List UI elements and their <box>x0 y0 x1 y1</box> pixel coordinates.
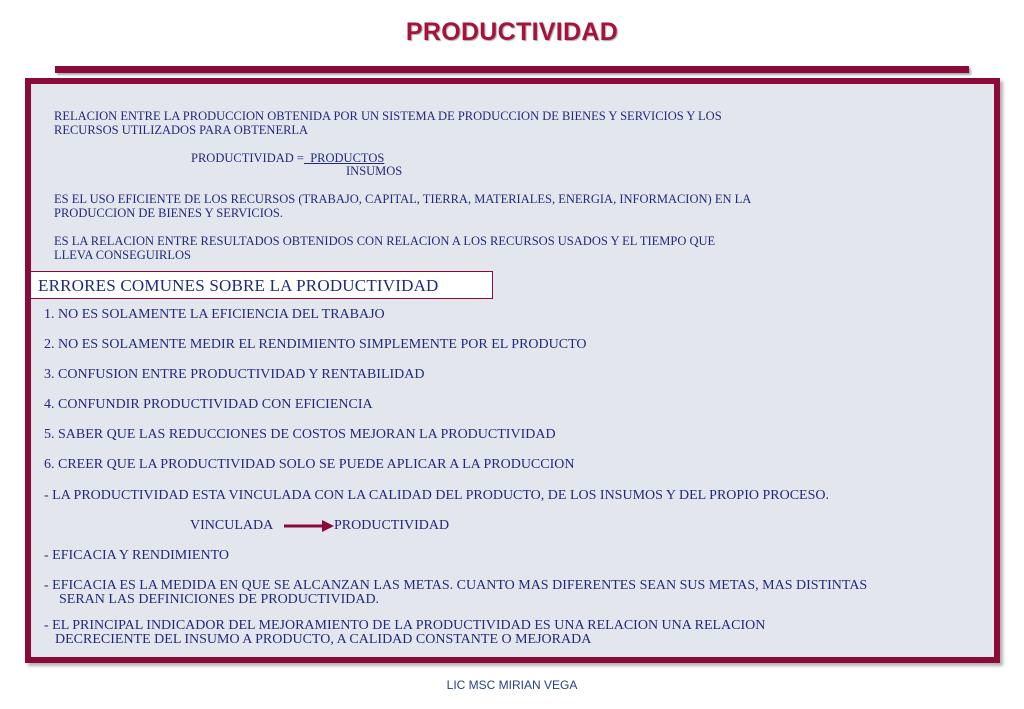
definition-3-line-2: LLEVA CONSEGUIRLOS <box>54 248 191 262</box>
note-indicador-line-1: - EL PRINCIPAL INDICADOR DEL MEJORAMIENTO DE LA PRODUCTIVIDAD ES UNA RELACION UNA RELACION <box>44 618 766 633</box>
relation-right: PRODUCTIVIDAD <box>334 518 450 533</box>
title-underline-bar <box>55 66 969 73</box>
formula-numerator: PRODUCTOS <box>303 151 385 165</box>
error-item-6: 6. CREER QUE LA PRODUCTIVIDAD SOLO SE PUEDE APLICAR A LA PRODUCCION <box>44 457 575 472</box>
note-linked: - LA PRODUCTIVIDAD ESTA VINCULADA CON LA CALIDAD DEL PRODUCTO, DE LOS INSUMOS Y DEL PROPIO PROCESO. <box>44 488 829 503</box>
definition-1-line-2: RECURSOS UTILIZADOS PARA OBTENERLA <box>54 123 309 137</box>
definition-2-line-1: ES EL USO EFICIENTE DE LOS RECURSOS (TRABAJO, CAPITAL, TIERRA, MATERIALES, ENERGIA, INFORMACION) EN LA <box>54 192 752 206</box>
error-item-2: 2. NO ES SOLAMENTE MEDIR EL RENDIMIENTO SIMPLEMENTE POR EL PRODUCTO <box>44 337 587 352</box>
error-item-5: 5. SABER QUE LAS REDUCCIONES DE COSTOS MEJORAN LA PRODUCTIVIDAD <box>44 427 556 442</box>
formula-lhs: PRODUCTIVIDAD = <box>191 151 304 165</box>
definition-3-line-1: ES LA RELACION ENTRE RESULTADOS OBTENIDOS CON RELACION A LOS RECURSOS USADOS Y EL TIEMPO QUE <box>54 234 716 248</box>
error-item-4: 4. CONFUNDIR PRODUCTIVIDAD CON EFICIENCIA <box>44 397 373 412</box>
error-item-1: 1. NO ES SOLAMENTE LA EFICIENCIA DEL TRABAJO <box>44 307 385 322</box>
note-eficacia-def-line-1: - EFICACIA ES LA MEDIDA EN QUE SE ALCANZAN LAS METAS. CUANTO MAS DIFERENTES SEAN SUS METAS, MAS DISTINTAS <box>44 578 868 593</box>
note-eficacia-def-line-2: SERAN LAS DEFINICIONES DE PRODUCTIVIDAD. <box>59 592 380 607</box>
note-eficacia: - EFICACIA Y RENDIMIENTO <box>44 548 229 563</box>
note-indicador-line-2: DECRECIENTE DEL INSUMO A PRODUCTO, A CALIDAD CONSTANTE O MEJORADA <box>55 632 592 647</box>
footer-author: LIC MSC MIRIAN VEGA <box>446 678 578 692</box>
page-title: PRODUCTIVIDAD <box>405 18 619 46</box>
formula <box>191 151 384 165</box>
arrow-right-icon <box>284 520 334 532</box>
errors-heading: ERRORES COMUNES SOBRE LA PRODUCTIVIDAD <box>38 276 439 295</box>
formula-denominator: INSUMOS <box>346 164 403 178</box>
relation-left: VINCULADA <box>190 518 274 533</box>
definition-1-line-1: RELACION ENTRE LA PRODUCCION OBTENIDA POR UN SISTEMA DE PRODUCCION DE BIENES Y SERVICIOS Y LOS <box>54 109 722 123</box>
definition-2-line-2: PRODUCCION DE BIENES Y SERVICIOS. <box>54 206 283 220</box>
error-item-3: 3. CONFUSION ENTRE PRODUCTIVIDAD Y RENTABILIDAD <box>44 367 425 382</box>
